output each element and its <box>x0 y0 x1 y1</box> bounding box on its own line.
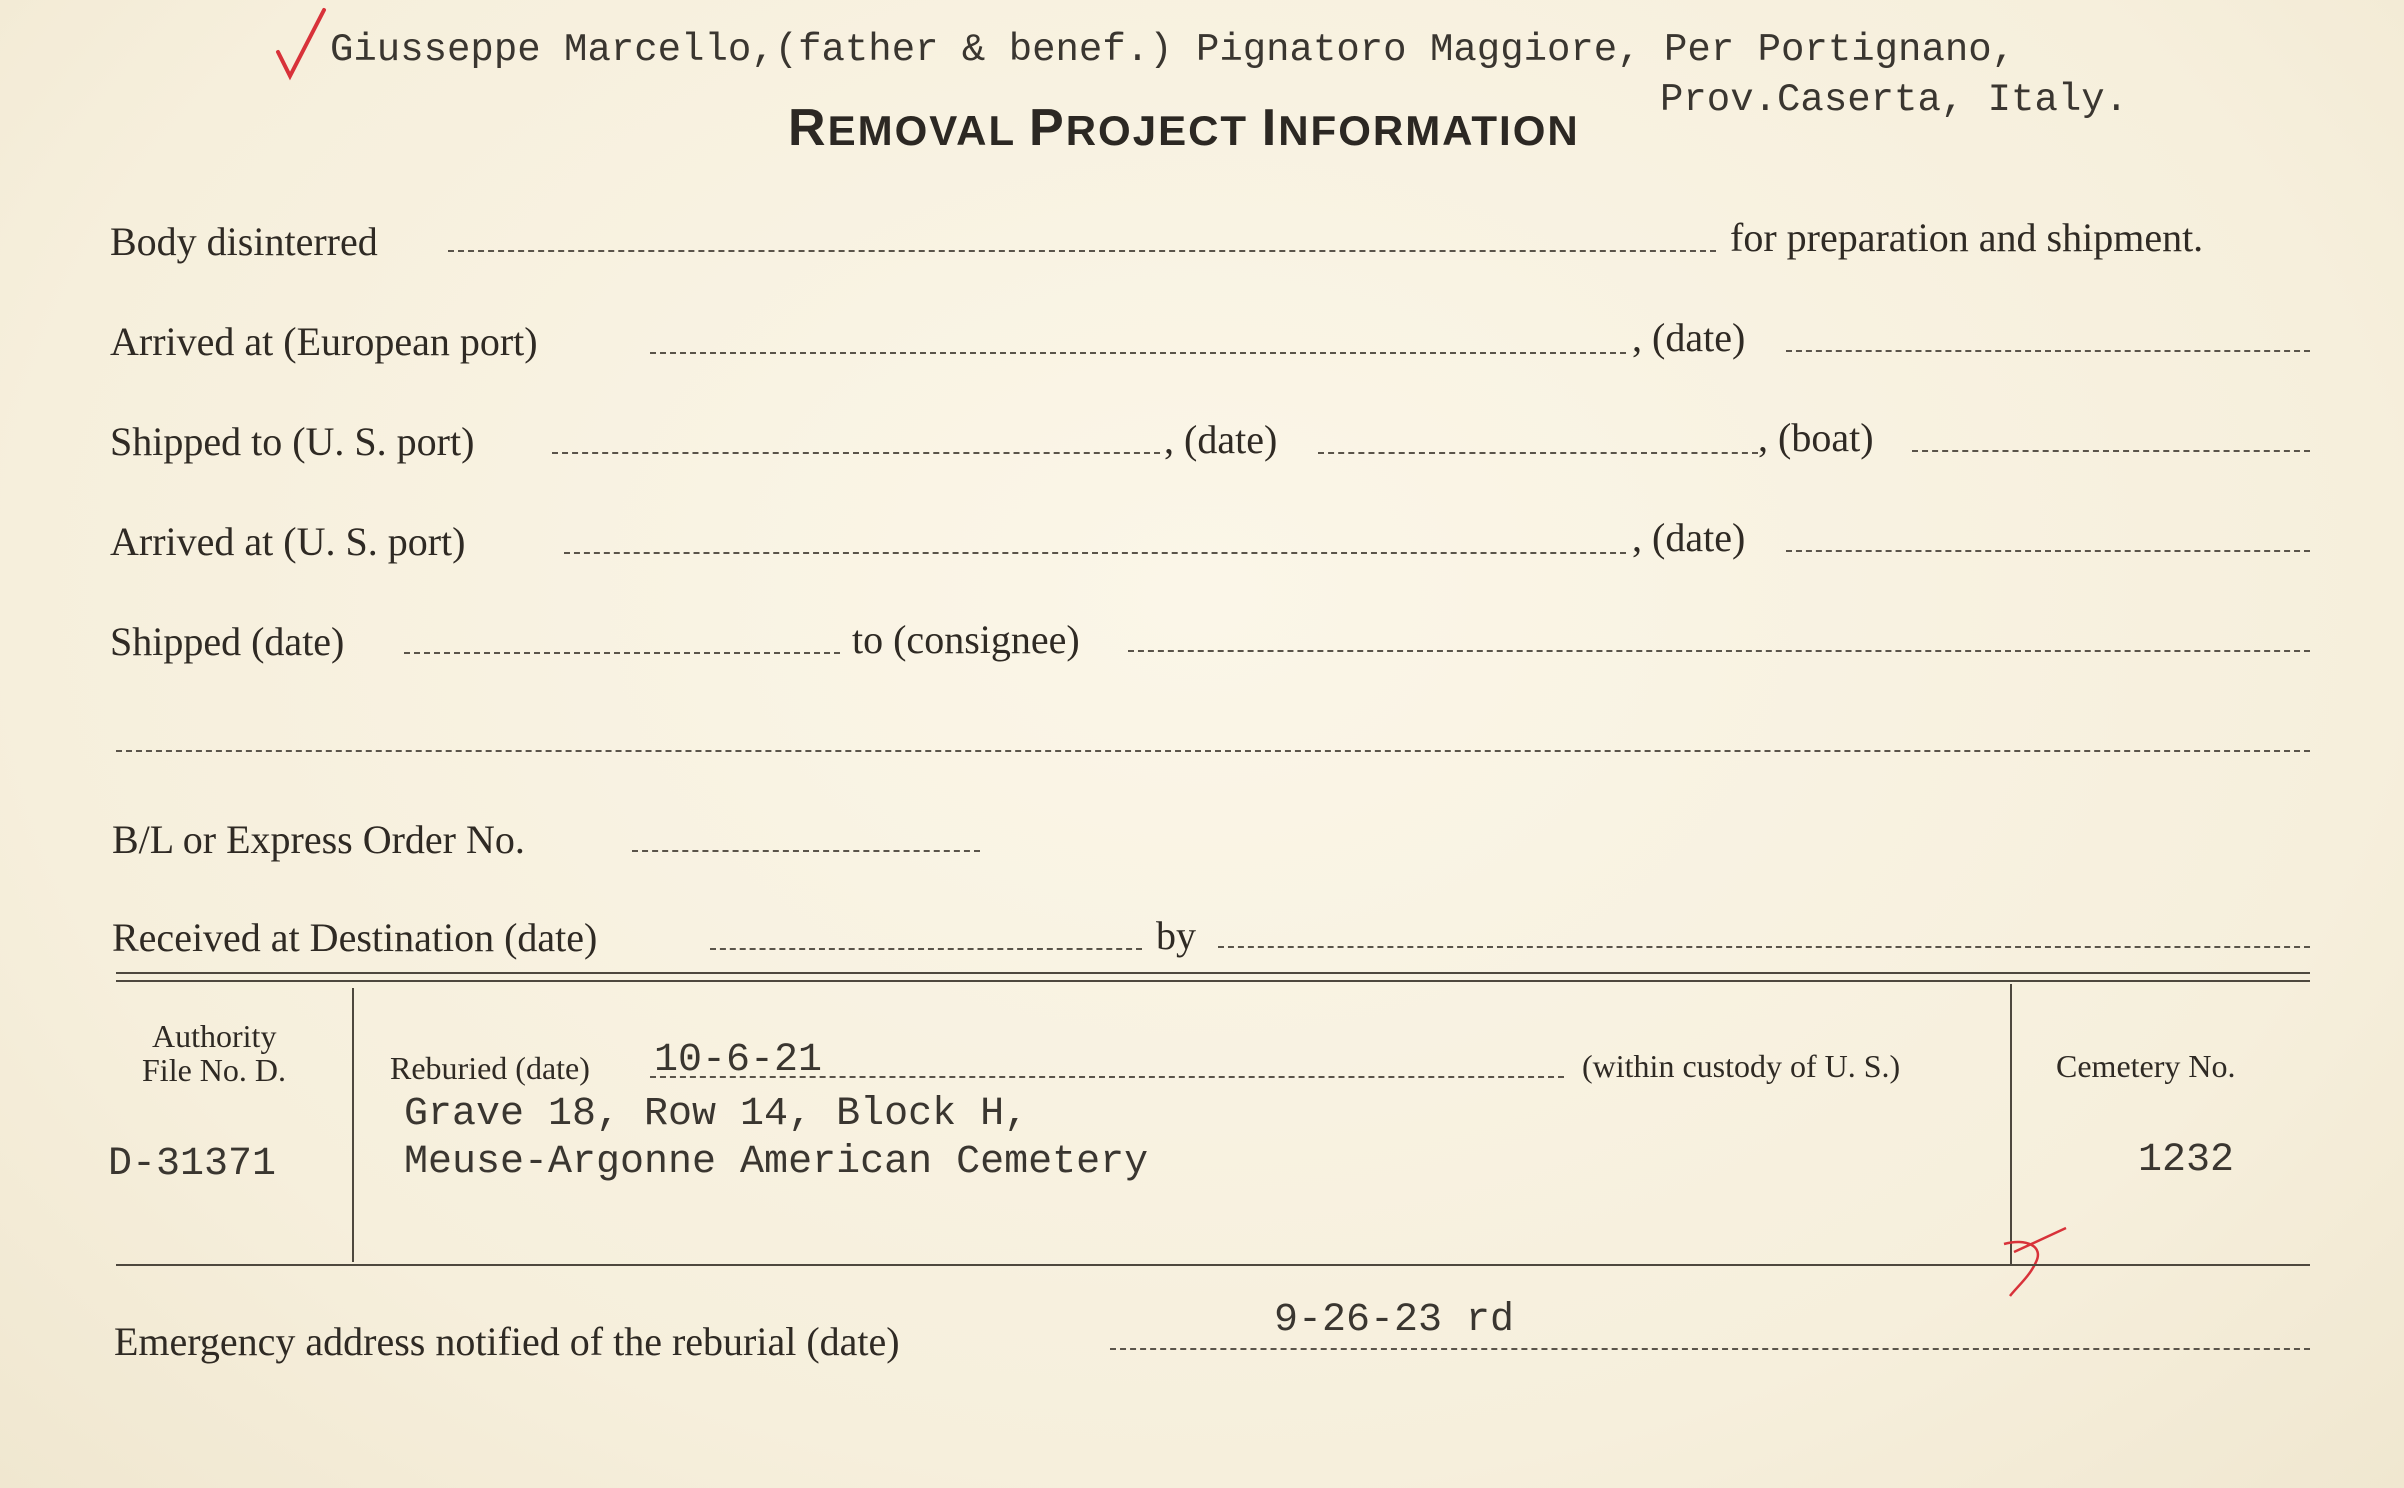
shipped-date-line <box>1318 452 1758 454</box>
received-by-label: by <box>1156 913 1196 958</box>
red-pencil-mark-icon <box>1996 1222 2076 1302</box>
title-part: NFORMATION <box>1278 107 1580 154</box>
double-rule-bottom <box>116 980 2310 982</box>
shipped-boat-label: , (boat) <box>1758 415 1874 460</box>
title-part: EMOVAL <box>827 107 1030 154</box>
cemetery-number: 1232 <box>2138 1138 2235 1183</box>
shipped-boat-line <box>1912 450 2310 452</box>
typed-header-line1: Giusseppe Marcello,(father & benef.) Pignatoro Maggiore, Per Portignano, <box>330 28 2016 72</box>
received-destination-line <box>710 948 1142 950</box>
shipped-us-port-label: Shipped to (U. S. port) <box>110 419 475 464</box>
reburied-date-value: 10-6-21 <box>654 1038 823 1083</box>
arrived-us-port-label: Arrived at (U. S. port) <box>110 519 466 564</box>
emergency-date-line <box>1110 1348 2310 1350</box>
body-disinterred-label: Body disinterred <box>110 219 378 264</box>
emergency-address-label: Emergency address notified of the reburial (date) <box>114 1319 900 1364</box>
title-part: ROJECT <box>1065 107 1262 154</box>
lower-section-rule <box>116 1264 2310 1266</box>
cemetery-no-label: Cemetery No. <box>2056 1048 2236 1084</box>
arrived-european-date-label: , (date) <box>1632 315 1746 360</box>
shipped-us-port-line <box>552 452 1160 454</box>
body-disinterred-line <box>448 250 1716 252</box>
consignee-continuation-line <box>116 750 2310 752</box>
received-by-line <box>1218 946 2310 948</box>
authority-divider <box>352 988 354 1262</box>
arrived-european-port-label: Arrived at (European port) <box>110 319 538 364</box>
typed-header-line2: Prov.Caserta, Italy. <box>1660 78 2129 122</box>
cemetery-name: Meuse-Argonne American Cemetery <box>404 1140 1149 1185</box>
bl-express-label: B/L or Express Order No. <box>112 817 525 862</box>
card-title <box>788 98 1580 158</box>
received-destination-label: Received at Destination (date) <box>112 915 598 960</box>
arrived-european-date-line <box>1786 350 2310 352</box>
shipped-date-label: , (date) <box>1164 417 1278 462</box>
check-mark-icon <box>272 4 332 84</box>
file-no-label: File No. D. <box>142 1052 286 1088</box>
title-letter: R <box>788 99 828 157</box>
bl-express-line <box>632 850 980 852</box>
reburied-date-line <box>650 1076 1564 1078</box>
shipped-date-row-label: Shipped (date) <box>110 619 345 664</box>
for-preparation-label: for preparation and shipment. <box>1730 215 2204 260</box>
double-rule-top <box>116 972 2310 974</box>
to-consignee-label: to (consignee) <box>852 617 1080 662</box>
consignee-line <box>1128 650 2310 652</box>
authority-file-number: D-31371 <box>108 1142 277 1187</box>
arrived-us-date-line <box>1786 550 2310 552</box>
title-letter: I <box>1261 99 1279 157</box>
reburied-date-label: Reburied (date) <box>390 1050 590 1086</box>
authority-label: Authority <box>152 1018 277 1054</box>
title-letter: P <box>1029 99 1066 157</box>
arrived-european-port-line <box>650 352 1626 354</box>
emergency-date-value: 9-26-23 rd <box>1274 1298 1515 1343</box>
custody-label: (within custody of U. S.) <box>1582 1048 1901 1084</box>
arrived-us-date-label: , (date) <box>1632 515 1746 560</box>
grave-location: Grave 18, Row 14, Block H, <box>404 1092 1029 1137</box>
shipped-date-row-line <box>404 652 840 654</box>
arrived-us-port-line <box>564 552 1626 554</box>
